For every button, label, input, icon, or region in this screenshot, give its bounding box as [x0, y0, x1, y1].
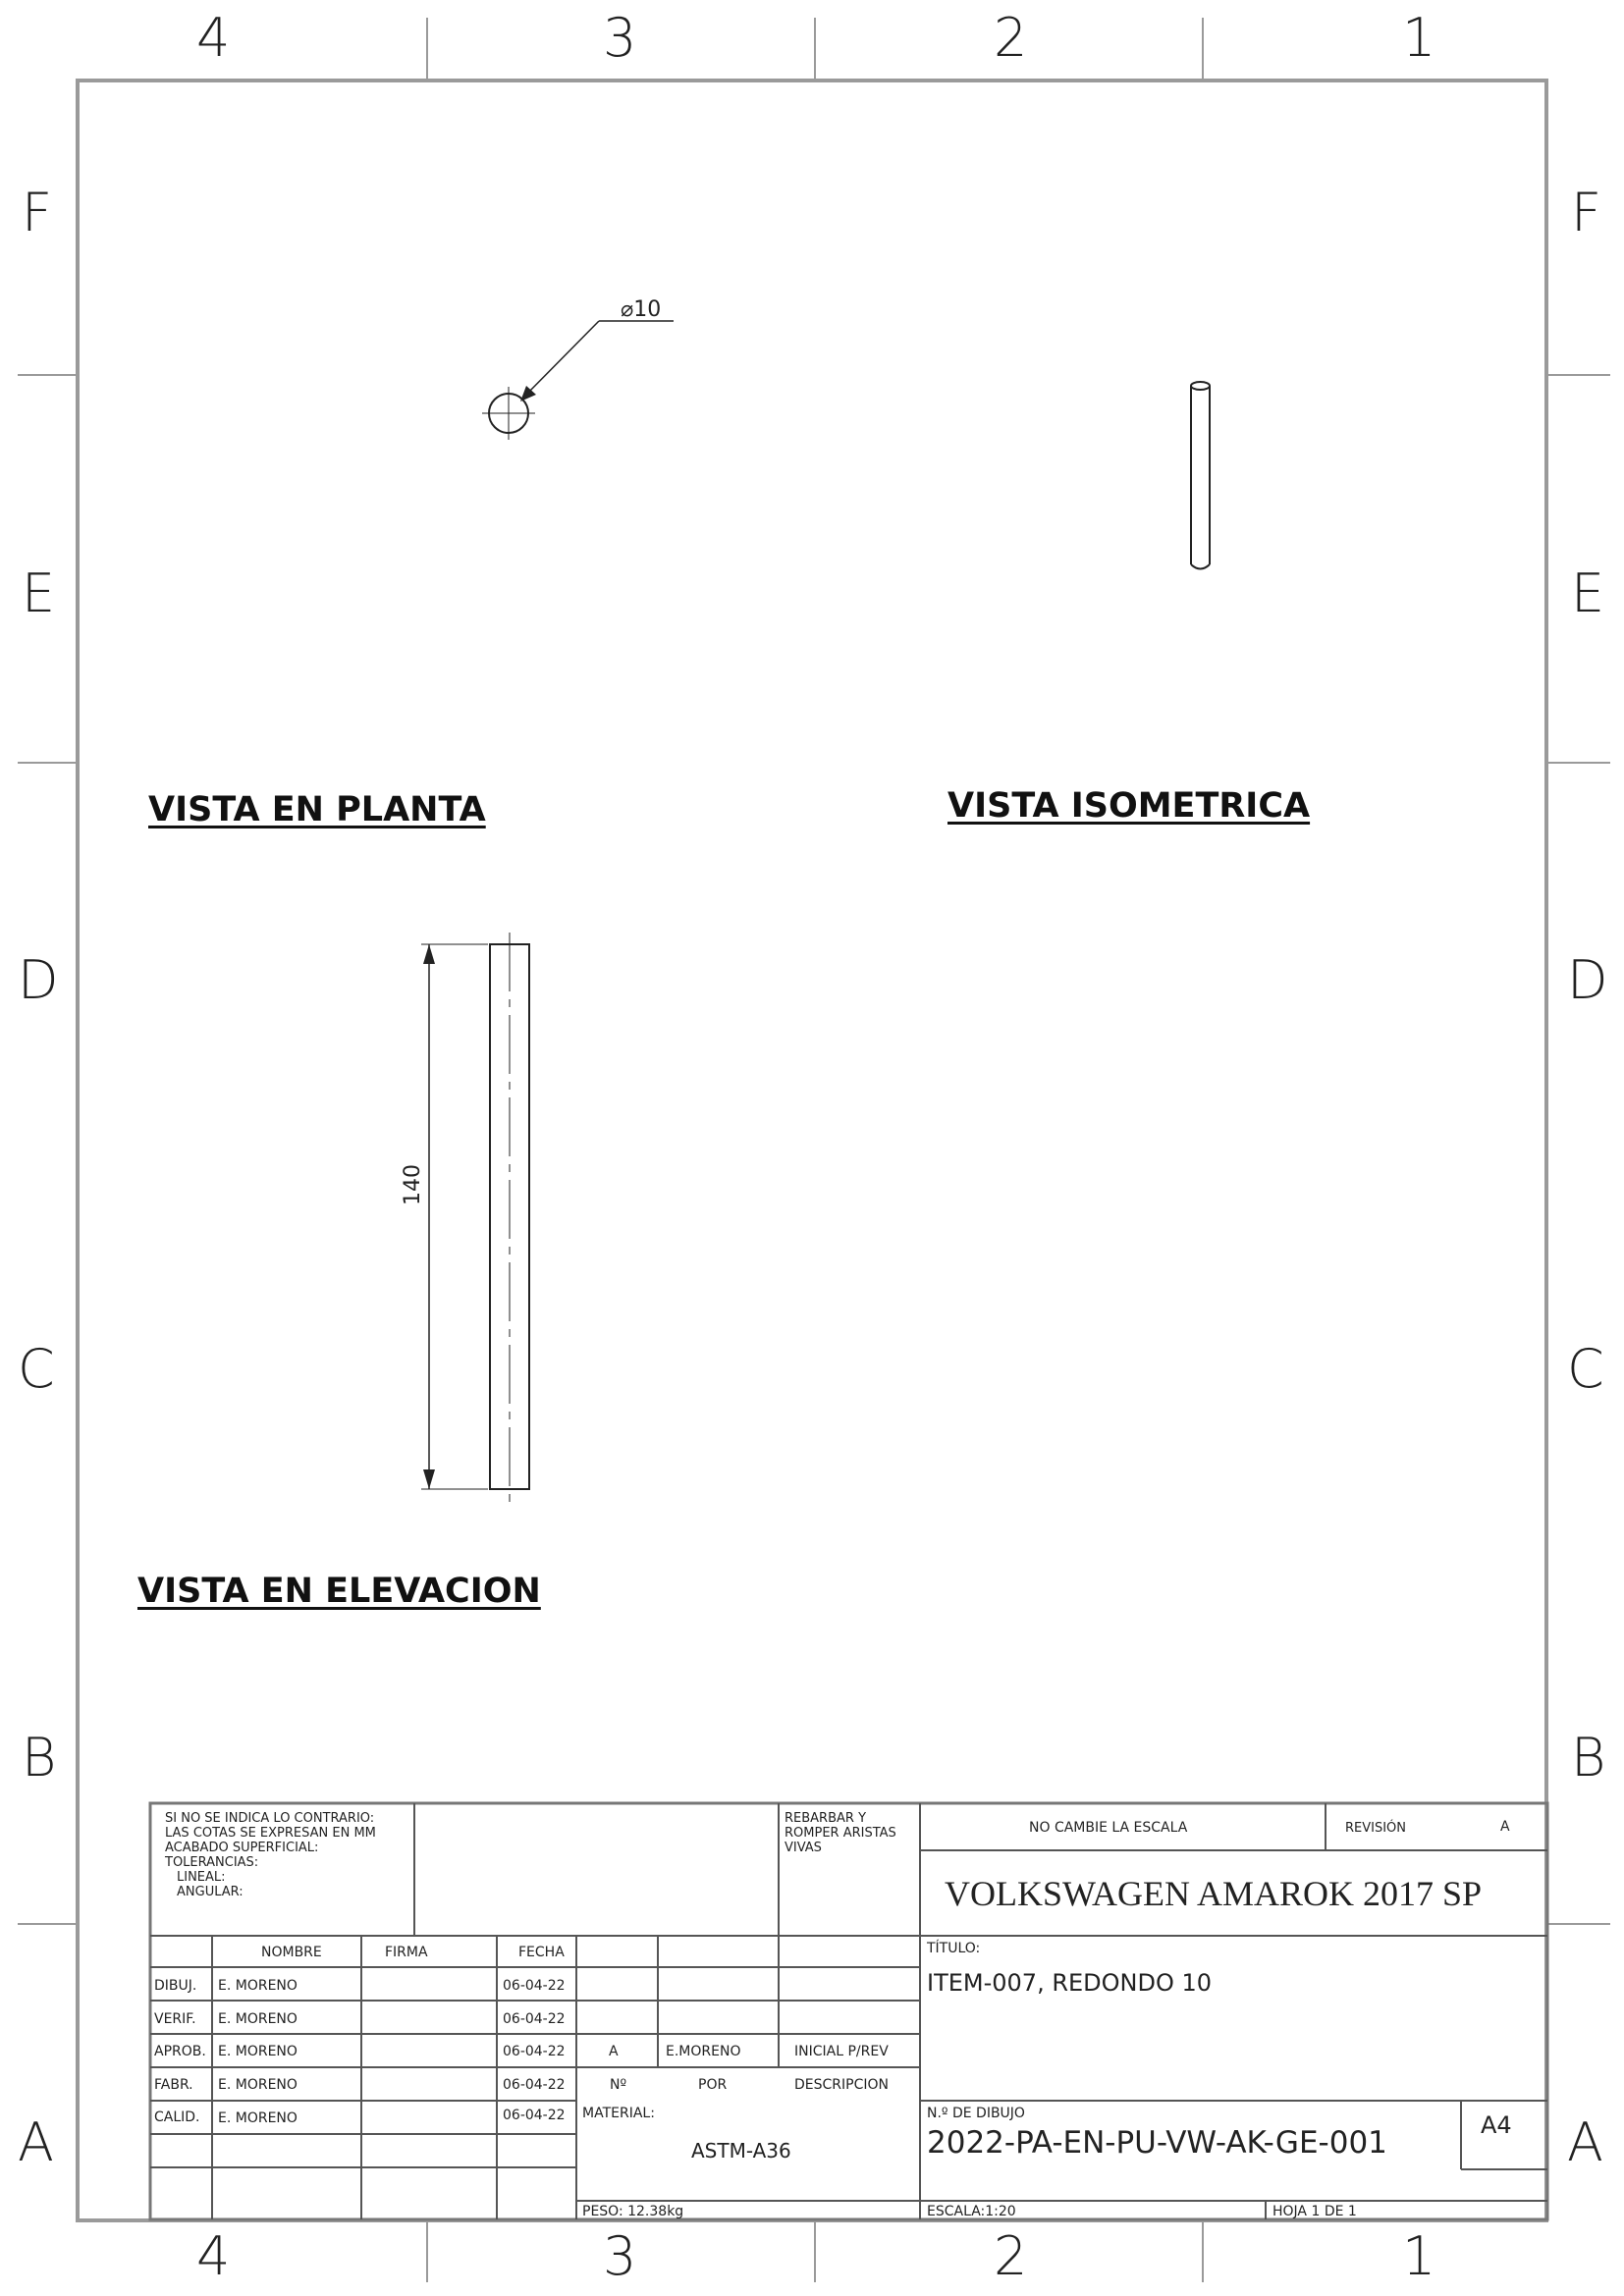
- sign-date: 06-04-22: [503, 1978, 566, 1994]
- drawing-number-label: N.º DE DIBUJO: [927, 2106, 1025, 2121]
- notes-line: ACABADO SUPERFICIAL:: [165, 1841, 319, 1855]
- deburr-line: REBARBAR Y: [785, 1811, 867, 1826]
- zone-col-2-bottom: 2: [994, 2225, 1028, 2287]
- zone-row-d-left: D: [18, 949, 59, 1011]
- zone-col-1-top: 1: [1402, 7, 1436, 69]
- plan-view-circle: [482, 321, 674, 440]
- sheet-count: HOJA 1 DE 1: [1272, 2204, 1357, 2219]
- sign-role: APROB.: [154, 2044, 206, 2059]
- zone-row-b-left: B: [22, 1727, 57, 1789]
- col-firma: FIRMA: [385, 1945, 428, 1960]
- zone-col-3-bottom: 3: [603, 2225, 637, 2287]
- sign-name: E. MORENO: [218, 2011, 298, 2027]
- diameter-dimension: ⌀10: [621, 297, 662, 322]
- notes-line: ANGULAR:: [177, 1885, 244, 1899]
- title-label: TÍTULO:: [927, 1941, 981, 1956]
- zone-col-2-top: 2: [994, 7, 1028, 69]
- zone-row-c-right: C: [1567, 1338, 1604, 1400]
- sheet-size: A4: [1481, 2111, 1512, 2139]
- zone-row-f-right: F: [1571, 182, 1602, 243]
- iso-view-title: VISTA ISOMETRICA: [947, 786, 1311, 826]
- sign-role: VERIF.: [154, 2011, 196, 2027]
- notes-line: SI NO SE INDICA LO CONTRARIO:: [165, 1811, 375, 1826]
- sign-date: 06-04-22: [503, 2077, 566, 2093]
- sign-role: CALID.: [154, 2109, 200, 2125]
- notes-line: LINEAL:: [177, 1870, 226, 1885]
- sign-date: 06-04-22: [503, 2044, 566, 2059]
- plan-view-title: VISTA EN PLANTA: [148, 790, 486, 829]
- col-nombre: NOMBRE: [261, 1945, 322, 1960]
- zone-row-e-left: E: [22, 562, 56, 624]
- zone-row-d-right: D: [1567, 949, 1608, 1011]
- rev-header-desc: DESCRIPCION: [794, 2077, 889, 2093]
- drawing-number: 2022-PA-EN-PU-VW-AK-GE-001: [927, 2125, 1387, 2161]
- notes-line: LAS COTAS SE EXPRESAN EN MM: [165, 1826, 376, 1841]
- rev-number: A: [609, 2044, 619, 2059]
- sign-role: DIBUJ.: [154, 1978, 197, 1994]
- zone-row-e-right: E: [1571, 562, 1605, 624]
- sign-date: 06-04-22: [503, 2108, 566, 2123]
- zone-col-3-top: 3: [603, 7, 637, 69]
- deburr-line: ROMPER ARISTAS: [785, 1826, 896, 1841]
- material-label: MATERIAL:: [582, 2106, 655, 2121]
- rev-by: E.MORENO: [666, 2044, 741, 2059]
- deburr-line: VIVAS: [785, 1841, 822, 1855]
- zone-row-f-left: F: [22, 182, 53, 243]
- zone-row-c-left: C: [18, 1338, 55, 1400]
- rev-header-no: Nº: [610, 2077, 627, 2093]
- sign-role: FABR.: [154, 2077, 193, 2093]
- zone-row-a-right: A: [1567, 2111, 1603, 2173]
- zone-col-1-bottom: 1: [1402, 2225, 1436, 2287]
- notes-line: TOLERANCIAS:: [165, 1855, 259, 1870]
- zone-ticks: [18, 18, 1610, 2287]
- company-name: VOLKSWAGEN AMAROK 2017 SP: [945, 1874, 1483, 1913]
- zone-col-4-top: 4: [196, 7, 231, 69]
- elevation-view-rod: [421, 933, 529, 1502]
- rev-header-por: POR: [698, 2077, 728, 2093]
- weight: PESO: 12.38kg: [582, 2204, 684, 2219]
- rev-description: INICIAL P/REV: [794, 2044, 889, 2059]
- elevation-view-title: VISTA EN ELEVACION: [137, 1572, 541, 1611]
- sign-name: E. MORENO: [218, 2077, 298, 2093]
- scale: ESCALA:1:20: [927, 2204, 1016, 2219]
- sign-date: 06-04-22: [503, 2011, 566, 2027]
- sign-name: E. MORENO: [218, 2044, 298, 2059]
- iso-view-rod: [1191, 382, 1210, 569]
- drawing-title: ITEM-007, REDONDO 10: [927, 1969, 1213, 1997]
- revision-label: REVISIÓN: [1345, 1821, 1407, 1836]
- zone-row-a-left: A: [18, 2111, 54, 2173]
- sign-name: E. MORENO: [218, 1978, 298, 1994]
- zone-row-b-right: B: [1571, 1727, 1606, 1789]
- no-scale-note: NO CAMBIE LA ESCALA: [1029, 1820, 1188, 1836]
- zone-col-4-bottom: 4: [196, 2225, 231, 2287]
- revision-value: A: [1500, 1819, 1510, 1835]
- col-fecha: FECHA: [518, 1945, 565, 1960]
- length-dimension: 140: [401, 1164, 425, 1205]
- material-value: ASTM-A36: [691, 2139, 791, 2163]
- sign-name: E. MORENO: [218, 2110, 298, 2126]
